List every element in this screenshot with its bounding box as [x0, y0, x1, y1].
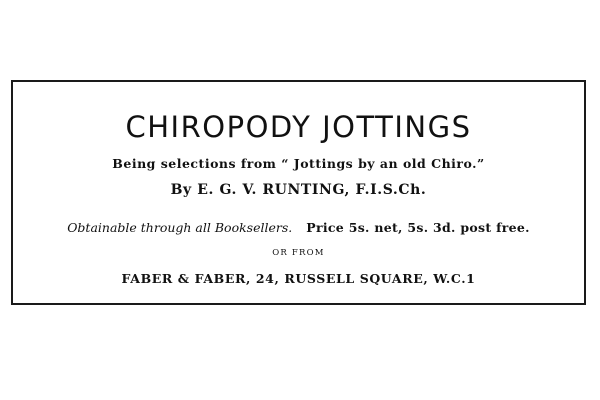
availability-line [13, 220, 584, 235]
ad-title: CHIROPODY JOTTINGS [125, 110, 472, 144]
ad-subtitle: Being selections from “ Jottings by an old Chiro.” [112, 156, 485, 171]
advertisement-box [11, 80, 586, 305]
ad-author: By E. G. V. RUNTING, F.I.S.Ch. [170, 182, 427, 198]
obtainable-text: Obtainable through all Booksellers. [67, 220, 293, 235]
price-text: Price 5s. net, 5s. 3d. post free. [306, 220, 530, 235]
or-from-text: OR FROM [272, 248, 325, 258]
publisher-address: FABER & FABER, 24, RUSSELL SQUARE, W.C.1 [121, 271, 476, 286]
